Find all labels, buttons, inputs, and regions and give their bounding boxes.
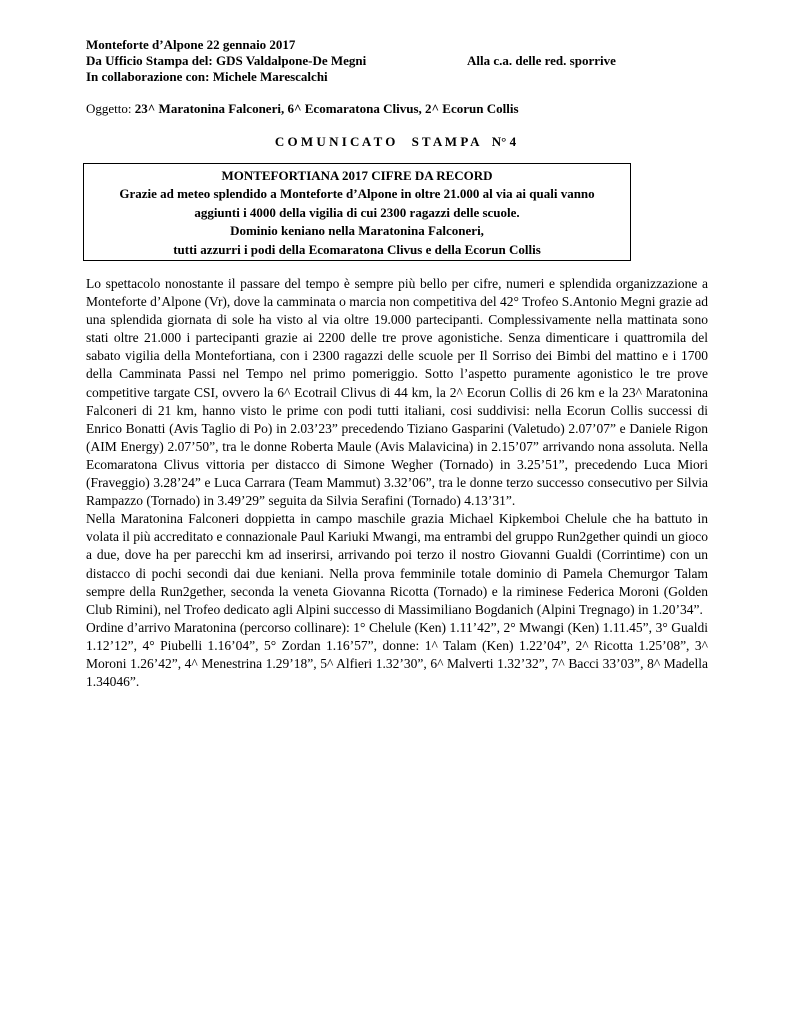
subject-label: Oggetto: <box>86 101 132 116</box>
paragraph: Nella Maratonina Falconeri doppietta in campo maschile grazia Michael Kipkemboi Chelule che ha battuto in volata il più accreditato e connazionale Paul Kariuki Mwangi, ma entrambi del gruppo Run2gether quindi un gioco a due, dove ha per parecchi km ad inserirsi, arrivando poi terzo il nostro Giovanni Gualdi (Corrintime) con un distacco di pochi secondi dai due keniani. Nella prova femminile totale dominio di Pamela Chemurgor Talam sempre della Run2gether, seconda la veneta Giovanna Ricotta (Tornado) e la riminese Federica Moroni (Golden Club Rimini), nel Trofeo dedicato agli Alpini successo di Massimiliano Bogdanich (Alpini Tregnago) in 1.20’34”. <box>86 511 708 617</box>
paragraph: Lo spettacolo nonostante il passare del tempo è sempre più bello per cifre, numeri e splendida organizzazione a Monteforte d’Alpone (Vr), dove la camminata o marcia non competitiva del 42° Trofeo S.Antonio Megni grazie ad una splendida giornata di sole ha visto al via oltre 19.000 partecipanti. Complessivamente nella mattinata sono stati oltre 21.000 i partecipanti grazie ai 2200 delle tre prove agonistiche. Senza dimenticare i quattromila del sabato vigilia della Montefortiana, con i 2300 ragazzi delle scuole per Il Sorriso dei Bimbi del mattino e i 1700 della Camminata Passi nel Tempo nel primo pomeriggio. Sotto l’aspetto puramente agonistico le tre prove competitive targate CSI, ovvero la 6^ Ecotrail Clivus di 44 km, la 2^ Ecorun Collis di 26 km e la 23^ Maratonina Falconeri di 21 km, hanno visto le prime con podi tutti italiani, cosi suddivisi: nella Ecorun Collis successi di Enrico Bonatti (Avis Taglio di Po) in 2.03’23” precedendo Tiziano Gasparini (Valetudo) 2.07’07” e Daniele Rigon (AIM Energy) 2.07’50”, tra le donne Roberta Maule (Avis Malavicina) in 2.15’07” arrivando nona assoluta. Nella Ecomaratona Clivus vittoria per distacco di Simone Wegher (Tornado) in 3.25’51”, precedendo Luca Miori (Fraveggio) 3.28’24” e Luca Carrara (Team Mammut) 3.32’06”, tra le donne terzo successo consecutivo per Silvia Rampazzo (Tornado) in 3.49’29” seguita da Silvia Serafini (Tornado) 4.13’31”. <box>86 276 708 509</box>
header-recipient: Alla c.a. delle red. sporrive <box>467 53 616 68</box>
header-office-line: Da Ufficio Stampa del: GDS Valdalpone-De Megni <box>86 53 367 68</box>
headline-line-3: aggiunti i 4000 della vigilia di cui 2300 ragazzi delle scuole. <box>194 204 520 220</box>
headline-line-4: Dominio keniano nella Maratonina Falconeri, <box>230 223 484 239</box>
headline-title: MONTEFORTIANA 2017 CIFRE DA RECORD <box>221 168 493 183</box>
subject-text: 23^ Maratonina Falconeri, 6^ Ecomaratona Clivus, 2^ Ecorun Collis <box>134 101 519 116</box>
headline-box <box>83 163 631 261</box>
header-date-line: Monteforte d’Alpone 22 gennaio 2017 <box>86 37 296 52</box>
press-release-heading <box>0 133 791 150</box>
header-collaboration-line: In collaborazione con: Michele Marescalchi <box>86 69 328 84</box>
paragraph: Ordine d’arrivo Maratonina (percorso collinare): 1° Chelule (Ken) 1.11’42”, 2° Mwangi (Ken) 1.11.45”, 3° Gualdi 1.12’12”, 4° Piubelli 1.16’04”, 5° Zordan 1.16’57”, donne: 1^ Talam (Ken) 1.22’04”, 2^ Ricotta 1.25’08”, 3^ Moroni 1.26’42”, 4^ Menestrina 1.29’18”, 5^ Alfieri 1.32’30”, 6^ Malverti 1.32’32”, 7^ Bacci 33’03”, 8^ Madella 1.34046”. <box>86 619 708 690</box>
article-body <box>86 275 708 691</box>
subject-line <box>86 100 519 117</box>
headline-line-5: tutti azzurri i podi della Ecomaratona Clivus e della Ecorun Collis <box>173 241 541 257</box>
press-release-heading-text: C O M U N I C A T O S T A M P A N° 4 <box>274 134 517 149</box>
headline-line-2: Grazie ad meteo splendido a Monteforte d’Alpone in oltre 21.000 al via ai quali vanno <box>119 186 595 202</box>
